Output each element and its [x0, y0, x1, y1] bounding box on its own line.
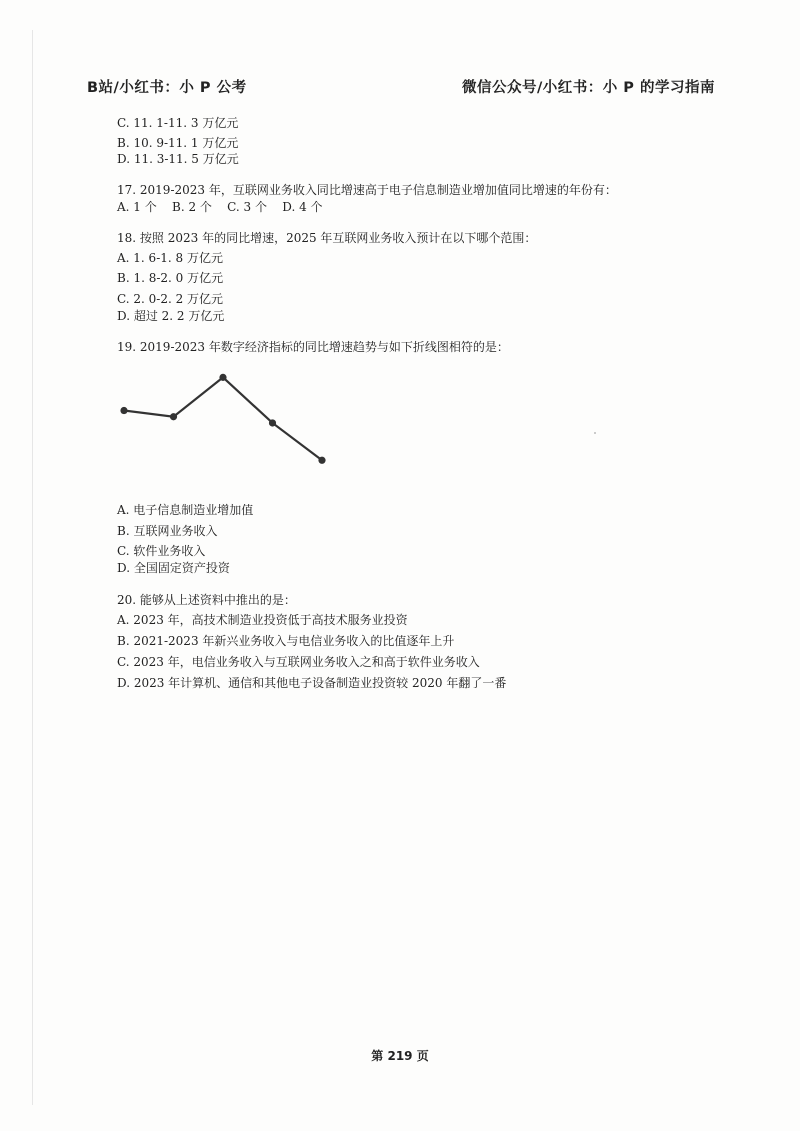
q17-question: 17. 2019-2023 年，互联网业务收入同比增速高于电子信息制造业增加值同比增速的年份有： [117, 183, 617, 197]
q20-option-c: C. 2023 年，电信业务收入与互联网业务收入之和高于软件业务收入 [117, 655, 480, 669]
q20-option-b: B. 2021-2023 年新兴业务收入与电信业务收入的比值逐年上升 [117, 634, 455, 648]
q19-question: 19. 2019-2023 年数字经济指标的同比增速趋势与如下折线图相符的是： [117, 340, 509, 354]
q19-option-c: C. 软件业务收入 [117, 544, 206, 558]
page-number: 第 219 页 [371, 1049, 429, 1063]
q18-option-d: D. 超过 2. 2 万亿元 [117, 309, 225, 323]
q19-option-a: A. 电子信息制造业增加值 [117, 503, 254, 517]
q16-option-b: B. 10. 9-11. 1 万亿元 [117, 136, 239, 150]
data-point-2 [170, 413, 177, 420]
q18-option-b: B. 1. 8-2. 0 万亿元 [117, 271, 224, 285]
q16-option-d: D. 11. 3-11. 5 万亿元 [117, 152, 239, 166]
q17-options: A. 1 个 B. 2 个 C. 3 个 D. 4 个 [117, 200, 323, 214]
q19-option-b: B. 互联网业务收入 [117, 524, 218, 538]
q16-option-c: C. 11. 1-11. 3 万亿元 [117, 116, 239, 130]
q18-question: 18. 按照 2023 年的同比增速，2025 年互联网业务收入预计在以下哪个范围： [117, 231, 537, 245]
data-point-5 [318, 457, 325, 464]
q19-line-chart [110, 355, 340, 495]
header-right-text: 微信公众号/小红书：小 P 的学习指南 [461, 80, 715, 96]
q18-option-c: C. 2. 0-2. 2 万亿元 [117, 292, 224, 306]
q20-option-a: A. 2023 年，高技术制造业投资低于高技术服务业投资 [117, 613, 408, 627]
series-line [124, 377, 322, 460]
q19-option-d: D. 全国固定资产投资 [117, 561, 230, 575]
data-point-4 [269, 419, 276, 426]
q20-question: 20. 能够从上述资料中推出的是： [117, 593, 296, 607]
line-chart-svg [110, 355, 340, 495]
scan-speck [594, 432, 596, 434]
data-point-1 [120, 407, 127, 414]
q20-option-d: D. 2023 年计算机、通信和其他电子设备制造业投资较 2020 年翻了一番 [117, 676, 507, 690]
data-point-3 [219, 374, 226, 381]
q18-option-a: A. 1. 6-1. 8 万亿元 [117, 251, 223, 265]
header-left-text: B站/小红书：小 P 公考 [87, 80, 247, 96]
scan-edge [32, 30, 33, 1105]
